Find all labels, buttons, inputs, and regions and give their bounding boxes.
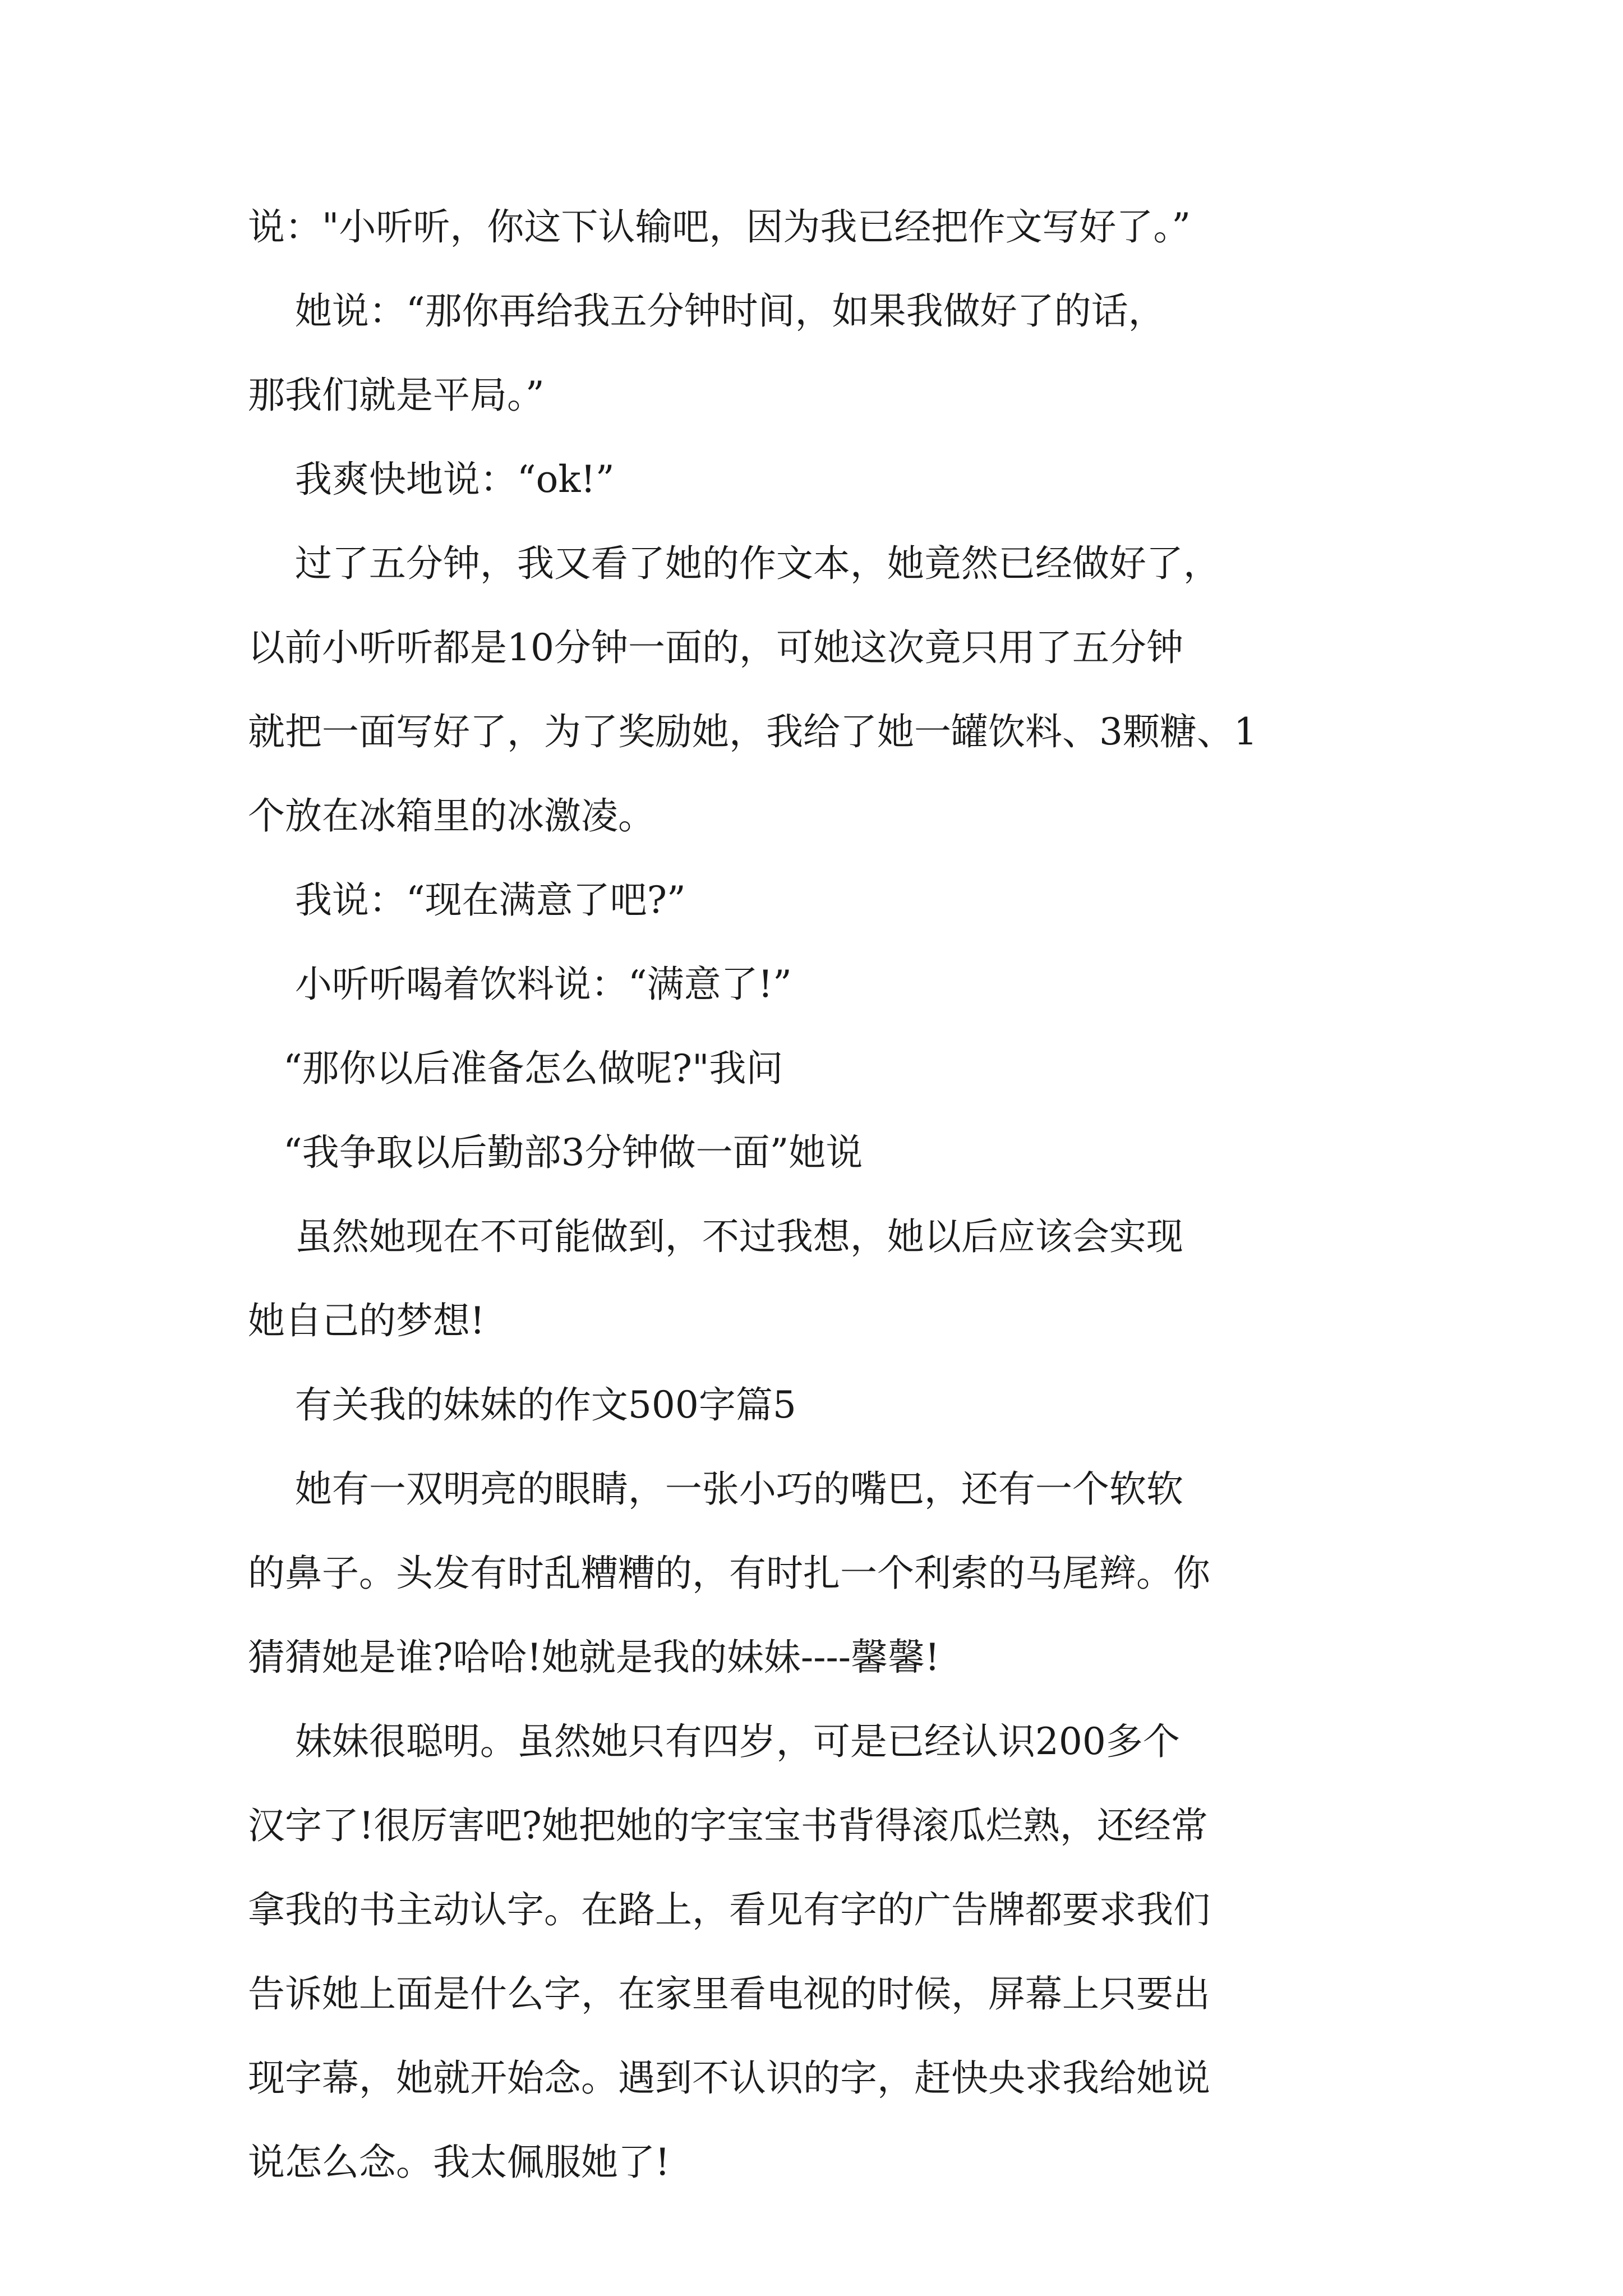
text-line: 她说：“那你再给我五分钟时间，如果我做好了的话， [248,289,1165,333]
text-line: 的鼻子。头发有时乱糟糟的，有时扎一个利索的马尾辫。你 [248,1552,1210,1595]
text-line: 我爽快地说：“ok!” [248,458,615,501]
text-line: 以前小听听都是10分钟一面的，可她这次竟只用了五分钟 [248,626,1183,669]
section-heading: 有关我的妹妹的作文500字篇5 [248,1383,796,1427]
text-line: 虽然她现在不可能做到，不过我想，她以后应该会实现 [248,1215,1183,1258]
text-line: 告诉她上面是什么字，在家里看电视的时候，屏幕上只要出 [248,1972,1210,2016]
text-line: 拿我的书主动认字。在路上，看见有字的广告牌都要求我们 [248,1888,1210,1931]
text-line: 说怎么念。我太佩服她了! [248,2141,670,2184]
text-line: 过了五分钟，我又看了她的作文本，她竟然已经做好了， [248,542,1220,585]
text-line: 小听听喝着饮料说：“满意了!” [248,963,792,1006]
text-line: 说："小听听，你这下认输吧，因为我已经把作文写好了。” [248,205,1191,249]
text-line: 个放在冰箱里的冰激凌。 [248,794,655,838]
text-line: 我说：“现在满意了吧?” [248,878,686,922]
text-line: 就把一面写好了，为了奖励她，我给了她一罐饮料、3颗糖、1 [248,710,1257,753]
text-line: 猜猜她是谁?哈哈!她就是我的妹妹----馨馨! [248,1636,940,1679]
text-line: “我争取以后勤部3分钟做一面”她说 [248,1131,863,1174]
body-text [248,185,1448,2205]
text-line: 汉字了!很厉害吧?她把她的字宝宝书背得滚瓜烂熟，还经常 [248,1804,1208,1847]
text-line: “那你以后准备怎么做呢?"我问 [248,1047,783,1090]
text-line: 妹妹很聪明。虽然她只有四岁，可是已经认识200多个 [248,1720,1180,1763]
text-line: 那我们就是平局。” [248,374,545,417]
text-line: 她自己的梦想! [248,1299,485,1342]
text-line: 现字幕，她就开始念。遇到不认识的字，赶快央求我给她说 [248,2056,1210,2100]
text-line: 她有一双明亮的眼睛，一张小巧的嘴巴，还有一个软软 [248,1467,1183,1511]
